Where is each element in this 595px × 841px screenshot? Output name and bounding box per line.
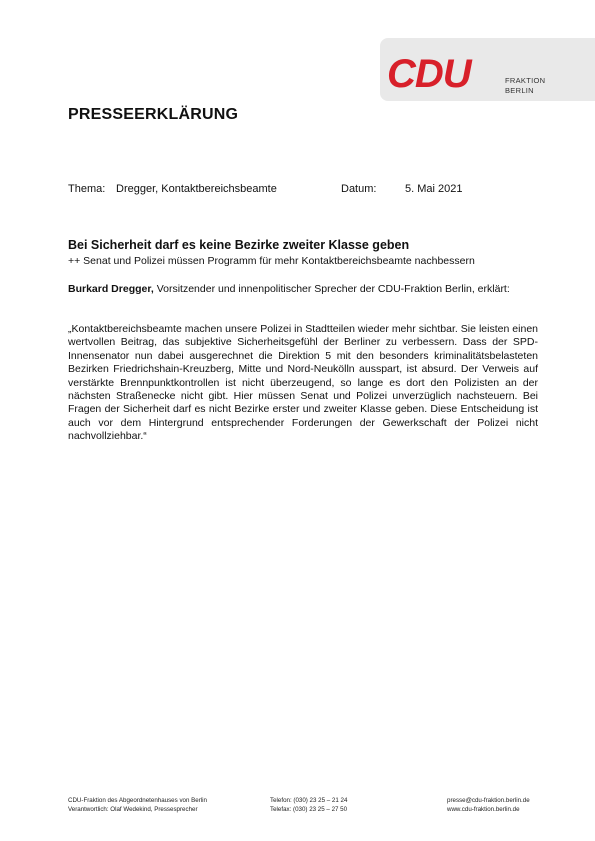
footer-email[interactable]: presse@cdu-fraktion.berlin.de bbox=[447, 797, 530, 804]
footer-fax: Telefax: (030) 23 25 – 27 50 bbox=[270, 805, 348, 813]
datum-value: 5. Mai 2021 bbox=[405, 183, 463, 195]
footer-contact-phone bbox=[270, 797, 347, 814]
speaker-intro bbox=[68, 283, 538, 296]
headline: Bei Sicherheit darf es keine Bezirke zweiter Klasse geben bbox=[68, 238, 410, 252]
quote-paragraph: „Kontaktbereichsbeamte machen unsere Polizei in Stadtteilen wieder mehr sichtbar. Sie leisten einen wertvollen Beitrag, das subjektive Sicherheitsgefühl der Berliner zu verbessern. Dass der SPD-Innensenator nun dabei ausgerechnet die Direktion 5 mit den besonders kriminalitätsbelasteten Bezirken Friedrichshain-Kreuzberg, Mitte und Nord-Neukölln ausspart, ist absurd. Der Verweis auf verstärkte Brennpunktkontrollen ist nicht überzeugend, so lange es dort den Polizisten an der nächsten Straßenecke nicht gibt. Hier müssen Senat und Polizei unverzüglich nachsteuern. Bei Fragen der Sicherheit darf es nicht Bezirke erster und zweiter Klasse geben. Diese Entscheidung ist auch vor dem Hintergrund entsprechender Forderungen der Gewerkschaft der Polizei nicht nachvollziehbar.“ bbox=[68, 323, 538, 443]
thema-label: Thema: bbox=[68, 183, 106, 195]
footer-phone: Telefon: (030) 23 25 – 21 24 bbox=[270, 797, 348, 804]
footer-contact-online bbox=[447, 797, 530, 814]
subheadline: ++ Senat und Polizei müssen Programm für mehr Kontaktbereichsbeamte nachbessern bbox=[68, 255, 475, 267]
speaker-role: Vorsitzender und innenpolitischer Sprecher der CDU-Fraktion Berlin, erklärt: bbox=[153, 283, 510, 295]
footer-org-name: CDU-Fraktion des Abgeordnetenhauses von Berlin bbox=[68, 797, 207, 804]
logo-subtitle-line2: BERLIN bbox=[505, 86, 534, 95]
footer-responsible: Verantwortlich: Olaf Wedekind, Pressesprecher bbox=[68, 805, 198, 813]
logo-subtitle bbox=[505, 76, 545, 96]
cdu-logo: CDU bbox=[387, 52, 471, 96]
datum-label: Datum: bbox=[341, 183, 377, 195]
footer-organization bbox=[68, 797, 207, 814]
speaker-name: Burkard Dregger, bbox=[68, 283, 154, 295]
document-title: PRESSEERKLÄRUNG bbox=[68, 106, 239, 123]
logo-subtitle-line1: FRAKTION bbox=[505, 76, 546, 85]
footer-website[interactable]: www.cdu-fraktion.berlin.de bbox=[447, 805, 520, 813]
thema-value: Dregger, Kontaktbereichsbeamte bbox=[116, 183, 277, 195]
